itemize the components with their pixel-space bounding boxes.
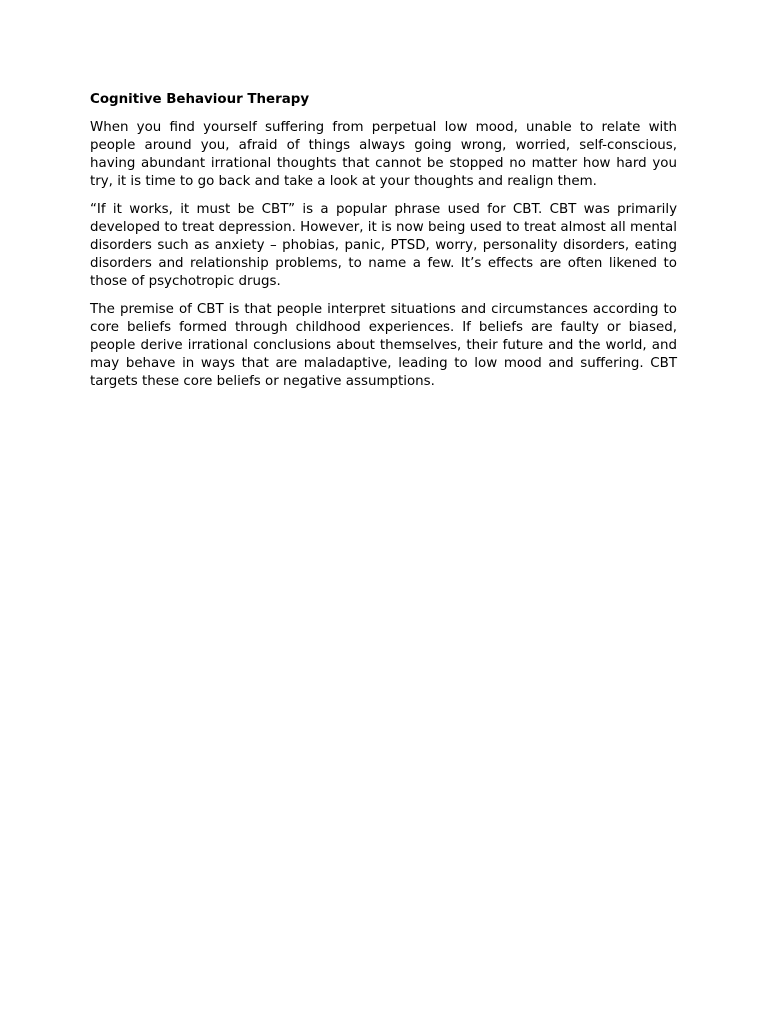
document-body [90, 91, 677, 401]
paragraph-intro: When you find yourself suffering from perpetual low mood, unable to relate with people around you, afraid of things always going wrong, worried, self-conscious, having abundant irrational thoughts that cannot be stopped no matter how hard you try, it is time to go back and take a look at your thoughts and realign them. [90, 120, 677, 189]
paragraph-usage: “If it works, it must be CBT” is a popular phrase used for CBT. CBT was primarily developed to treat depression. However, it is now being used to treat almost all mental disorders such as anxiety – phobias, panic, PTSD, worry, personality disorders, eating disorders and relationship problems, to name a few. It’s effects are often likened to those of psychotropic drugs. [90, 202, 677, 289]
document-title: Cognitive Behaviour Therapy [90, 92, 310, 107]
paragraph-premise: The premise of CBT is that people interpret situations and circumstances according to core beliefs formed through childhood experiences. If beliefs are faulty or biased, people derive irrational conclusions about themselves, their future and the world, and may behave in ways that are maladaptive, leading to low mood and suffering. CBT targets these core beliefs or negative assumptions. [90, 302, 677, 389]
